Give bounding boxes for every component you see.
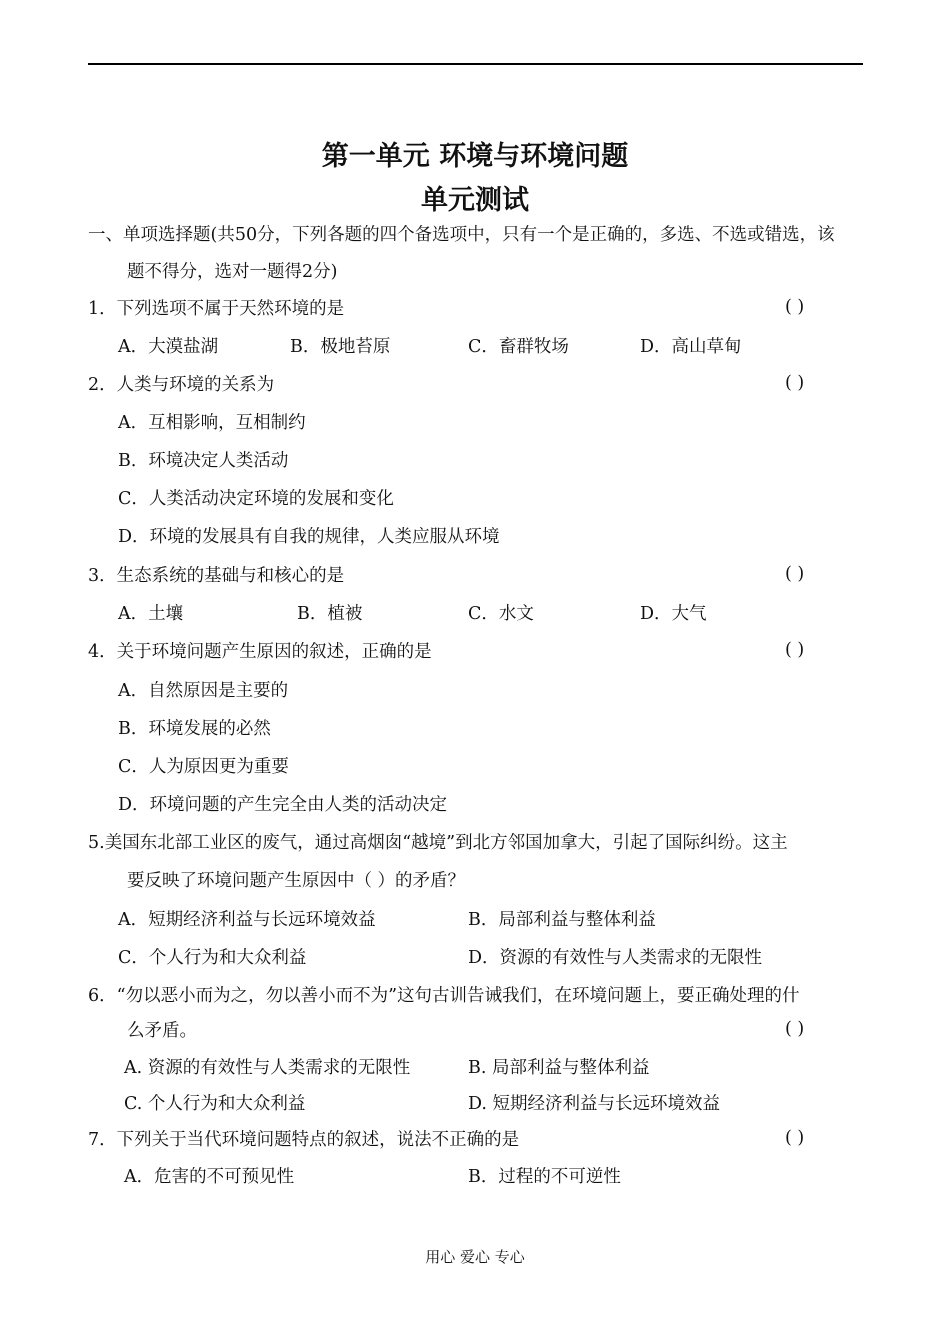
question-7-option-b: B．过程的不可逆性 (468, 1167, 621, 1187)
question-6-option-d: D. 短期经济利益与长远环境效益 (468, 1094, 721, 1114)
question-2-option-c: C．人类活动决定环境的发展和变化 (118, 489, 394, 509)
question-1-option-b: B．极地苔原 (290, 337, 391, 357)
question-6-stem-line2: 么矛盾。 (127, 1021, 197, 1041)
question-1-option-d: D．高山草甸 (640, 337, 742, 357)
question-4-option-c: C．人为原因更为重要 (118, 757, 289, 777)
question-2-answer-blank: ( ) (785, 373, 805, 393)
question-5-option-d: D．资源的有效性与人类需求的无限性 (468, 948, 763, 968)
question-3-stem: 3．生态系统的基础与和核心的是 (88, 566, 345, 586)
question-4-stem: 4．关于环境问题产生原因的叙述，正确的是 (88, 642, 432, 662)
section-instruction-line1: 一、单项选择题(共50分，下列各题的四个备选项中，只有一个是正确的，多选、不选或错选，该 (88, 225, 835, 245)
question-3-option-d: D．大气 (640, 604, 707, 624)
page-footer: 用心 爱心 专心 (425, 1248, 525, 1266)
question-7-stem: 7．下列关于当代环境问题特点的叙述，说法不正确的是 (88, 1130, 520, 1150)
question-3-option-b: B．植被 (297, 604, 363, 624)
question-4-option-b: B．环境发展的必然 (118, 719, 271, 739)
question-5-stem: 5.美国东北部工业区的废气，通过高烟囱“越境”到北方邻国加拿大，引起了国际纠纷。这主 (88, 833, 788, 853)
question-7-answer-blank: ( ) (785, 1128, 805, 1148)
question-1-option-c: C．畜群牧场 (468, 337, 569, 357)
page-title: 第一单元 环境与环境问题 (321, 141, 629, 172)
header-rule (88, 63, 863, 65)
question-1-answer-blank: ( ) (785, 297, 805, 317)
question-3-answer-blank: ( ) (785, 564, 805, 584)
question-6-stem: 6．“勿以恶小而为之，勿以善小而不为”这句古训告诫我们，在环境问题上，要正确处理的什 (88, 986, 800, 1006)
question-2-option-b: B．环境决定人类活动 (118, 451, 289, 471)
question-5-option-b: B．局部利益与整体利益 (468, 910, 656, 930)
question-3-option-a: A．土壤 (118, 604, 184, 624)
question-4-option-d: D．环境问题的产生完全由人类的活动决定 (118, 795, 448, 815)
question-4-option-a: A．自然原因是主要的 (118, 681, 289, 701)
question-5-option-c: C．个人行为和大众利益 (118, 948, 307, 968)
question-2-option-a: A．互相影响，互相制约 (118, 413, 306, 433)
question-6-option-a: A. 资源的有效性与人类需求的无限性 (124, 1058, 411, 1078)
question-2-stem: 2．人类与环境的关系为 (88, 375, 275, 395)
question-6-option-c: C. 个人行为和大众利益 (124, 1094, 306, 1114)
question-1-stem: 1．下列选项不属于天然环境的是 (88, 299, 345, 319)
question-5-option-a: A．短期经济利益与长远环境效益 (118, 910, 376, 930)
question-6-answer-blank: ( ) (785, 1019, 805, 1039)
question-3-option-c: C．水文 (468, 604, 534, 624)
question-7-option-a: A．危害的不可预见性 (124, 1167, 295, 1187)
question-2-option-d: D．环境的发展具有自我的规律，人类应服从环境 (118, 527, 500, 547)
section-instruction-line2: 题不得分，选对一题得2分) (127, 262, 338, 282)
question-4-answer-blank: ( ) (785, 640, 805, 660)
question-1-option-a: A．大漠盐湖 (118, 337, 219, 357)
question-6-option-b: B. 局部利益与整体利益 (468, 1058, 650, 1078)
page-subtitle: 单元测试 (421, 185, 529, 216)
question-5-stem-line2: 要反映了环境问题产生原因中（ ）的矛盾？ (127, 871, 466, 891)
